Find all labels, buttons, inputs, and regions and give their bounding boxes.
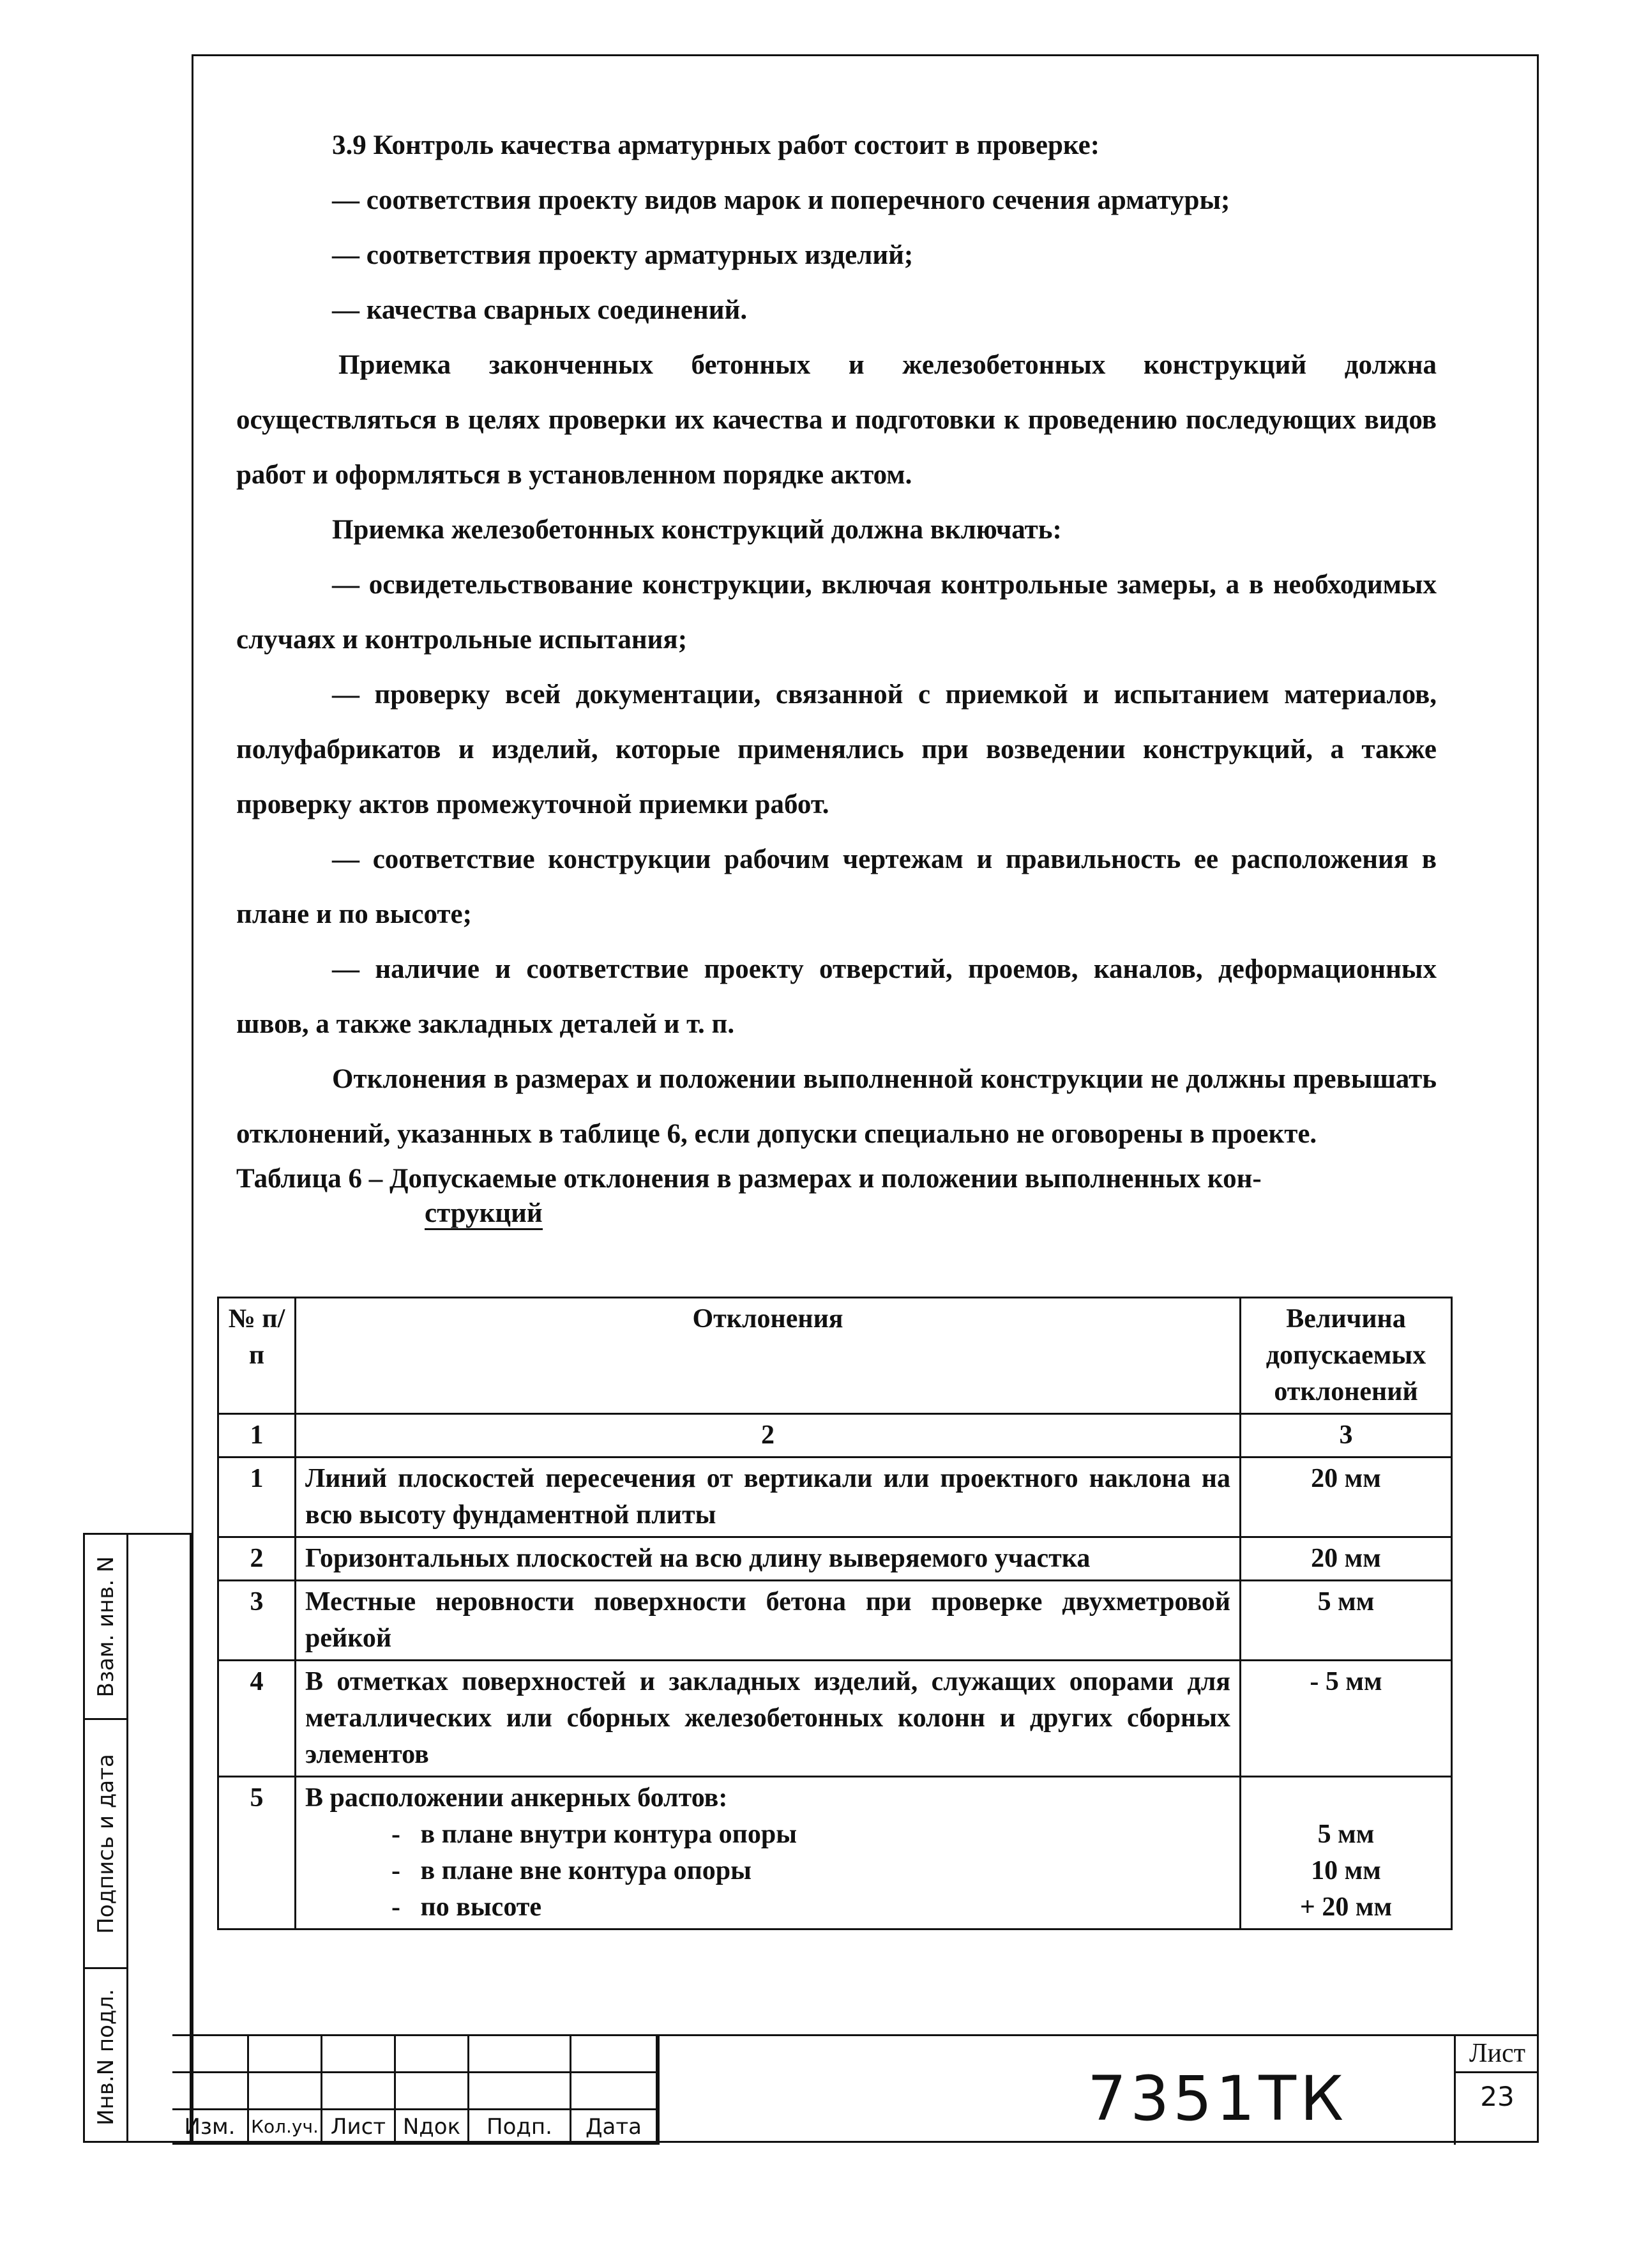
table-row xyxy=(218,1777,1452,1929)
row-text-title: В расположении анкерных болтов: xyxy=(305,1783,728,1813)
stamp-cell xyxy=(85,1535,126,1720)
deviations-table xyxy=(217,1297,1453,1930)
paragraph: — соответствия проекту видов марок и поперечного сечения арматуры; xyxy=(332,185,1230,215)
column-label: Nдок xyxy=(396,2110,469,2145)
stamp-label: Подпись и дата xyxy=(93,1753,119,1934)
sheet-cell xyxy=(1454,2036,1539,2145)
subrow-text: в плане вне контура опоры xyxy=(420,1856,752,1885)
row-number: 4 xyxy=(218,1661,296,1777)
subrow-text: по высоте xyxy=(420,1892,542,1922)
revision-grid xyxy=(172,2036,658,2145)
table-row xyxy=(218,1661,1452,1777)
sheet-number: 23 xyxy=(1480,2081,1515,2112)
row-text: В отметках поверхностей и закладных изделий, служащих опорами для металлических или сборных железобетонных колонн и других сборных элементов xyxy=(296,1661,1241,1777)
paragraph: Приемка законченных бетонных и железобетонных конструкций должна осуществляться в целях проверки их качества и подготовки к проведению последующих видов работ и оформляться в установленном порядке актом. xyxy=(236,350,1437,490)
paragraph: — наличие и соответствие проекту отверстий, проемов, каналов, деформационных швов, а также закладных деталей и т. п. xyxy=(236,954,1437,1039)
sheet-label: Лист xyxy=(1456,2036,1539,2073)
row-value: 5 мм xyxy=(1241,1581,1452,1661)
row-text: Горизонтальных плоскостей на всю длину выверяемого участка xyxy=(296,1537,1241,1581)
row-text: Местные неровности поверхности бетона при проверке двухметровой рейкой xyxy=(296,1581,1241,1661)
row-number: 1 xyxy=(218,1457,296,1537)
row-value: 20 мм xyxy=(1241,1457,1452,1537)
paragraph: — соответствие конструкции рабочим чертежам и правильность ее расположения в плане и по высоте; xyxy=(236,844,1437,929)
column-number: 3 xyxy=(1241,1414,1452,1457)
subrow-value: 5 мм xyxy=(1317,1820,1375,1849)
header-cell: № п/п xyxy=(218,1298,296,1414)
table-row xyxy=(218,1581,1452,1661)
column-label: Кол.уч. xyxy=(249,2110,322,2145)
subrow-value: + 20 мм xyxy=(1299,1892,1393,1922)
paragraph: — проверку всей документации, связанной с приемкой и испытанием материалов, полуфабрикатов и изделий, которые применялись при возведении конструкций, а также проверку актов промежуточной приемки работ. xyxy=(236,680,1437,819)
row-text: В расположении анкерных болтов: - в плане внутри контура опоры - в плане вне контура опоры - по высоте xyxy=(296,1777,1241,1929)
paragraph: Приемка железобетонных конструкций должна включать: xyxy=(332,515,1062,545)
column-label: Лист xyxy=(322,2110,396,2145)
row-number: 2 xyxy=(218,1537,296,1581)
row-text: Линий плоскостей пересечения от вертикали или проектного наклона на всю высоту фундаментной плиты xyxy=(296,1457,1241,1537)
title-block xyxy=(172,2034,1539,2145)
paragraph-heading: 3.9 Контроль качества арматурных работ состоит в проверке: xyxy=(332,130,1100,160)
table-row xyxy=(218,1537,1452,1581)
subrow-value: 10 мм xyxy=(1311,1856,1381,1885)
table-caption-line1: Таблица 6 – Допускаемые отклонения в размерах и положении выполненных кон- xyxy=(236,1164,1262,1194)
column-number: 1 xyxy=(218,1414,296,1457)
row-value: 20 мм xyxy=(1241,1537,1452,1581)
column-label: Подп. xyxy=(469,2110,571,2145)
column-numbers-row xyxy=(218,1414,1452,1457)
stamp-label: Инв.N подл. xyxy=(93,1988,119,2126)
row-value: - 5 мм xyxy=(1241,1661,1452,1777)
table-row xyxy=(218,1457,1452,1537)
paragraph: — соответствия проекту арматурных изделий; xyxy=(332,240,914,270)
row-number: 5 xyxy=(218,1777,296,1929)
row-number: 3 xyxy=(218,1581,296,1661)
header-cell: Величина допускаемых отклонений xyxy=(1241,1298,1452,1414)
stamp-cell xyxy=(85,1720,126,1969)
column-label: Изм. xyxy=(172,2110,249,2145)
paragraph: Отклонения в размерах и положении выполненной конструкции не должны превышать отклонений, указанных в таблице 6, если допуски специально не оговорены в проекте. xyxy=(236,1064,1437,1149)
paragraph: — освидетельствование конструкции, включая контрольные замеры, а в необходимых случаях и контрольные испытания; xyxy=(236,570,1437,655)
row-value xyxy=(1241,1777,1452,1929)
document-number: 7351ТК xyxy=(1087,2063,1348,2135)
subrow-text: в плане внутри контура опоры xyxy=(420,1820,797,1849)
main-text xyxy=(236,118,1437,1231)
table-header-row xyxy=(218,1298,1452,1414)
table-caption-line2: струкций xyxy=(425,1198,543,1230)
column-number: 2 xyxy=(296,1414,1241,1457)
column-label: Дата xyxy=(571,2110,658,2145)
stamp-label: Взам. инв. N xyxy=(93,1556,119,1697)
paragraph: — качества сварных соединений. xyxy=(332,295,748,325)
header-cell: Отклонения xyxy=(296,1298,1241,1414)
stamp-cell xyxy=(85,1969,126,2145)
table-caption xyxy=(236,1162,1437,1231)
